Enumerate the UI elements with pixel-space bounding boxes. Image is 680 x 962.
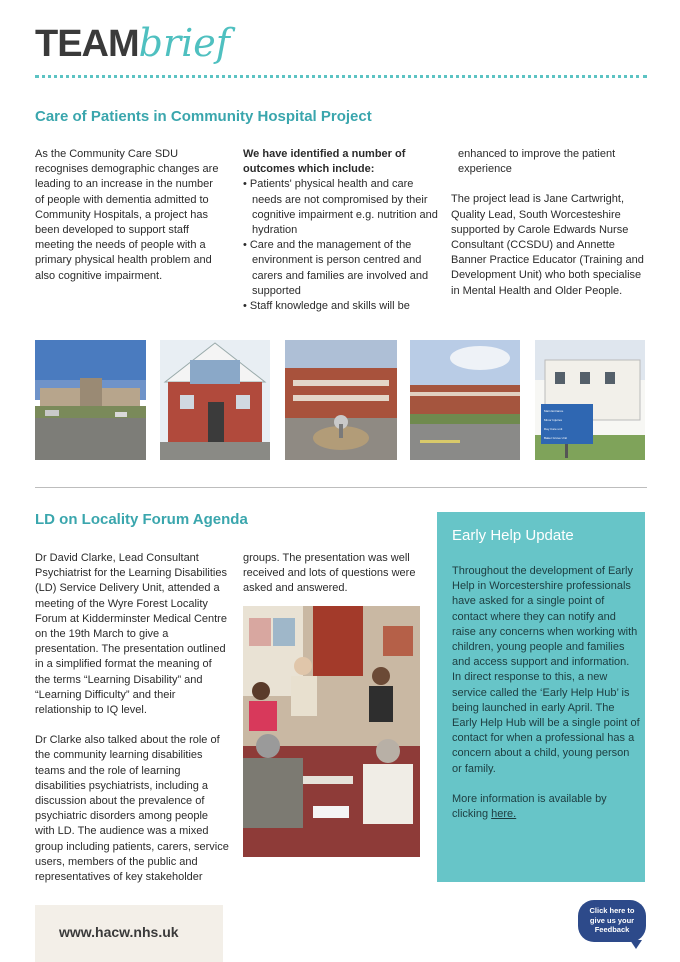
care-heading: Care of Patients in Community Hospital Project <box>35 108 372 125</box>
more-info-text: More information is available by clicking <box>452 792 607 821</box>
ld-column-2 <box>243 551 427 597</box>
hospital-photo-4 <box>410 340 520 460</box>
early-help-more-info <box>452 792 640 822</box>
ld-heading: LD on Locality Forum Agenda <box>35 511 248 528</box>
outcomes-list <box>243 177 441 314</box>
section-divider <box>35 487 647 488</box>
masthead-title <box>35 20 230 67</box>
outcome-item: • Care and the management of the environment is person centred and carers and families are involved and supported <box>243 238 441 299</box>
ld-paragraph-3: groups. The presentation was well received and lots of questions were asked and answered. <box>243 552 416 595</box>
outcome-item: • Patients' physical health and care needs are not compromised by their cognitive impairment e.g. nutrition and hydration <box>243 177 441 238</box>
speech-bubble-tail-icon <box>630 940 642 949</box>
feedback-line: give us your <box>589 915 635 925</box>
sign-line: Baker Grove Unit <box>544 436 568 440</box>
masthead-brief: brief <box>138 21 230 65</box>
feedback-line: Click here to <box>589 906 635 915</box>
project-lead-paragraph: The project lead is Jane Cartwright, Quality Lead, South Worcesteshire supported by Carole Edwards Nurse Consultant (CCSDU) and Annette Banner Practice Educator (Training and Development Unit) who both specialise in Mental Health and Older People. <box>451 193 644 297</box>
early-help-paragraph: Throughout the development of Early Help in Worcestershire professionals have asked for a single point of contact where they can notify and raise any concerns when working with children, young people and families and access support and information. In direct response to this, a new service called the ‘Early Help Hub’ is being launched in early April. The Early Help Hub will be a single point of contact for when a professional has a concern about a child, young person or family. <box>452 565 640 775</box>
care-column-3 <box>451 147 651 299</box>
hospital-photo-1 <box>35 340 146 460</box>
early-help-box <box>437 512 645 882</box>
outcome-continuation: enhanced to improve the patient experience <box>458 148 616 176</box>
early-help-text <box>452 564 640 837</box>
hospital-photo-2 <box>160 340 270 460</box>
ld-column-1 <box>35 551 229 885</box>
dotted-divider <box>35 75 647 78</box>
website-box <box>35 905 223 962</box>
feedback-line: Feedback <box>594 925 630 934</box>
care-column-1 <box>35 147 225 284</box>
ld-paragraph-1: Dr David Clarke, Lead Consultant Psychiatrist for the Learning Disabilities (LD) Service Delivery Unit, attended a meeting of the Wyre Forest Locality Forum at Kidderminster Medical Centre on the 19th March to give a presentation. The presentation outlined in a simplified format the meaning of the terms “Learning Disability” and “Learning Difficulty” and their relationship to IQ level. <box>35 552 227 717</box>
sign-line: Main Entrance <box>544 409 564 413</box>
ld-paragraph-2: Dr Clarke also talked about the role of the community learning disabilities teams and the role of learning disabilities psychiatrists, including a discussion about the prevalence of psychiatric disorders among people with LD. The audience was a mixed group including patients, carers, service users, members of the public and representatives of key stakeholder <box>35 734 229 884</box>
care-paragraph: As the Community Care SDU recognises demographic changes are leading to an increase in the number of people with dementia admitted to Community Hospitals, a project has been developed to support staff meeting the needs of people with a primary physical health problem and also cognitive impairment. <box>35 148 219 282</box>
outcome-item: • Staff knowledge and skills will be <box>243 299 441 314</box>
meeting-photo <box>243 606 420 857</box>
early-help-title: Early Help Update <box>452 527 574 544</box>
outcomes-intro: We have identified a number of outcomes which include: <box>243 148 406 176</box>
care-column-2 <box>243 147 441 314</box>
hospital-photo-5 <box>535 340 645 460</box>
sign-line: Day Care unit <box>544 427 563 431</box>
masthead-team: TEAM <box>35 23 139 65</box>
sign-panel <box>544 407 592 443</box>
feedback-button[interactable] <box>578 900 646 942</box>
here-link[interactable]: here. <box>491 808 517 821</box>
hospital-photo-3 <box>285 340 397 460</box>
website-url[interactable]: www.hacw.nhs.uk <box>59 924 179 940</box>
sign-line: Minor Injuries <box>544 418 563 422</box>
